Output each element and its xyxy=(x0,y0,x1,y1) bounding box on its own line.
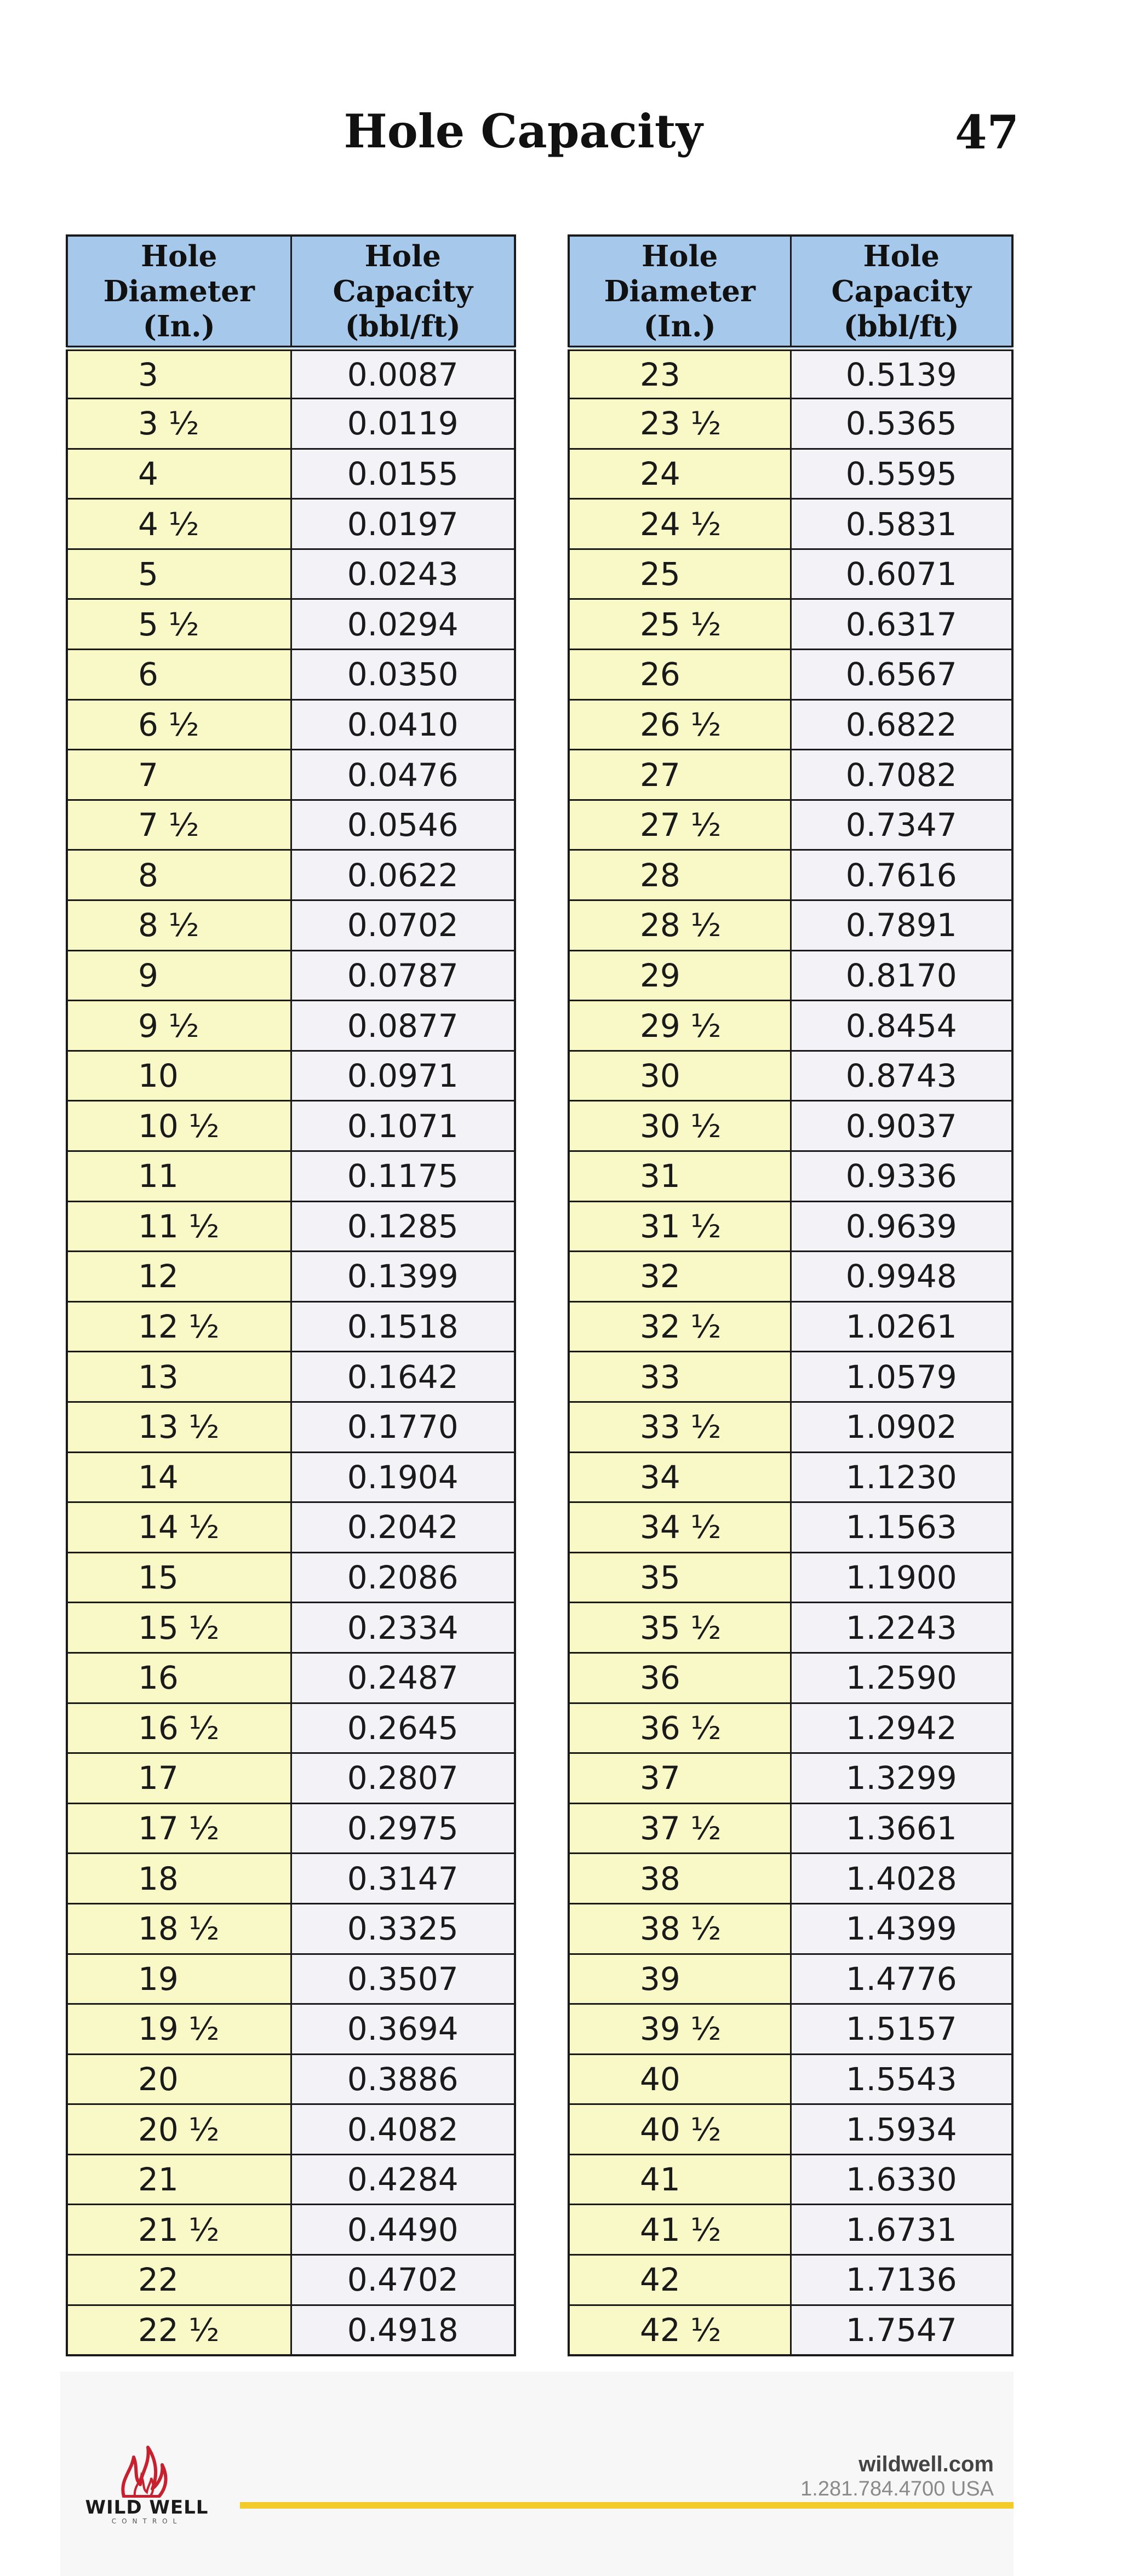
diameter-cell: 41 xyxy=(569,2154,791,2205)
table-row xyxy=(67,1703,515,1753)
logo-subtext: CONTROL xyxy=(111,2517,182,2525)
diameter-cell: 3 xyxy=(67,348,291,399)
table-row xyxy=(569,699,1012,750)
capacity-cell: 0.1518 xyxy=(291,1301,515,1352)
diameter-cell: 30 xyxy=(569,1051,791,1101)
capacity-cell: 1.1900 xyxy=(791,1552,1012,1603)
table-row xyxy=(569,950,1012,1001)
diameter-cell: 24 xyxy=(569,449,791,499)
diameter-cell: 20 ½ xyxy=(67,2104,291,2155)
diameter-cell: 36 xyxy=(569,1653,791,1703)
capacity-cell: 0.1642 xyxy=(291,1352,515,1402)
capacity-cell: 0.1175 xyxy=(291,1151,515,1202)
table-row xyxy=(569,1954,1012,2004)
table-row xyxy=(67,599,515,650)
diameter-cell: 14 ½ xyxy=(67,1502,291,1553)
hole-capacity-table-right xyxy=(568,234,1014,2356)
diameter-cell: 40 xyxy=(569,2054,791,2104)
capacity-cell: 1.2243 xyxy=(791,1603,1012,1653)
capacity-cell: 1.7136 xyxy=(791,2255,1012,2305)
table-row xyxy=(67,750,515,800)
capacity-cell: 0.9336 xyxy=(791,1151,1012,1202)
capacity-cell: 0.3694 xyxy=(291,2004,515,2055)
capacity-cell: 1.1563 xyxy=(791,1502,1012,1553)
footer-website: wildwell.com xyxy=(858,2452,994,2476)
diameter-cell: 16 xyxy=(67,1653,291,1703)
table-row xyxy=(67,2205,515,2255)
table-row xyxy=(569,2305,1012,2355)
diameter-cell: 25 ½ xyxy=(569,599,791,650)
capacity-cell: 0.9639 xyxy=(791,1201,1012,1252)
diameter-cell: 7 ½ xyxy=(67,800,291,850)
diameter-cell: 9 xyxy=(67,950,291,1001)
diameter-cell: 28 ½ xyxy=(569,900,791,951)
table-row xyxy=(569,1502,1012,1553)
capacity-cell: 0.1071 xyxy=(291,1101,515,1151)
capacity-cell: 0.8454 xyxy=(791,1001,1012,1051)
diameter-cell: 18 xyxy=(67,1854,291,1904)
capacity-cell: 0.7082 xyxy=(791,750,1012,800)
table-row xyxy=(569,800,1012,850)
diameter-cell: 30 ½ xyxy=(569,1101,791,1151)
diameter-cell: 35 xyxy=(569,1552,791,1603)
diameter-cell: 18 ½ xyxy=(67,1903,291,1954)
capacity-cell: 1.6330 xyxy=(791,2154,1012,2205)
table-row xyxy=(67,1201,515,1252)
table-row xyxy=(67,348,515,399)
capacity-cell: 1.5543 xyxy=(791,2054,1012,2104)
column-header-diameter: Hole Diameter (In.) xyxy=(569,236,791,348)
diameter-cell: 40 ½ xyxy=(569,2104,791,2155)
diameter-cell: 27 ½ xyxy=(569,800,791,850)
table-row xyxy=(67,1854,515,1904)
diameter-cell: 6 ½ xyxy=(67,699,291,750)
table-row xyxy=(569,1352,1012,1402)
capacity-cell: 0.0476 xyxy=(291,750,515,800)
diameter-cell: 39 xyxy=(569,1954,791,2004)
diameter-cell: 13 xyxy=(67,1352,291,1402)
table-row xyxy=(569,2154,1012,2205)
capacity-cell: 0.0410 xyxy=(291,699,515,750)
diameter-cell: 19 xyxy=(67,1954,291,2004)
table-row xyxy=(67,1903,515,1954)
capacity-cell: 0.7616 xyxy=(791,850,1012,900)
table-row xyxy=(67,1603,515,1653)
table-row xyxy=(569,1552,1012,1603)
table-row xyxy=(67,1803,515,1854)
capacity-cell: 0.2042 xyxy=(291,1502,515,1553)
diameter-cell: 28 xyxy=(569,850,791,900)
capacity-cell: 0.1285 xyxy=(291,1201,515,1252)
capacity-cell: 0.9948 xyxy=(791,1252,1012,1302)
capacity-cell: 0.3147 xyxy=(291,1854,515,1904)
capacity-cell: 0.7347 xyxy=(791,800,1012,850)
table-header-row xyxy=(569,236,1012,348)
capacity-cell: 0.3886 xyxy=(291,2054,515,2104)
capacity-cell: 0.0243 xyxy=(291,549,515,599)
diameter-cell: 23 xyxy=(569,348,791,399)
capacity-cell: 0.0702 xyxy=(291,900,515,951)
capacity-cell: 0.4702 xyxy=(291,2255,515,2305)
capacity-cell: 1.3661 xyxy=(791,1803,1012,1854)
capacity-cell: 0.4284 xyxy=(291,2154,515,2205)
diameter-cell: 26 xyxy=(569,650,791,700)
column-header-diameter: Hole Diameter (In.) xyxy=(67,236,291,348)
table-row xyxy=(67,2004,515,2055)
capacity-cell: 0.0119 xyxy=(291,399,515,449)
diameter-cell: 24 ½ xyxy=(569,499,791,549)
table-row xyxy=(67,449,515,499)
table-row xyxy=(67,1001,515,1051)
capacity-cell: 0.0197 xyxy=(291,499,515,549)
table-row xyxy=(67,1151,515,1202)
diameter-cell: 35 ½ xyxy=(569,1603,791,1653)
capacity-cell: 0.1904 xyxy=(291,1452,515,1502)
capacity-cell: 1.1230 xyxy=(791,1452,1012,1502)
capacity-cell: 0.2975 xyxy=(291,1803,515,1854)
capacity-cell: 0.0294 xyxy=(291,599,515,650)
diameter-cell: 10 xyxy=(67,1051,291,1101)
capacity-cell: 0.2645 xyxy=(291,1703,515,1753)
table-row xyxy=(569,499,1012,549)
capacity-cell: 0.2807 xyxy=(291,1753,515,1804)
capacity-cell: 1.4776 xyxy=(791,1954,1012,2004)
diameter-cell: 13 ½ xyxy=(67,1402,291,1452)
table-row xyxy=(569,1653,1012,1703)
capacity-cell: 0.1770 xyxy=(291,1402,515,1452)
capacity-cell: 1.0261 xyxy=(791,1301,1012,1352)
table-row xyxy=(569,399,1012,449)
capacity-cell: 0.7891 xyxy=(791,900,1012,951)
capacity-cell: 0.2334 xyxy=(291,1603,515,1653)
table-row xyxy=(569,1001,1012,1051)
table-row xyxy=(569,1854,1012,1904)
capacity-cell: 0.0546 xyxy=(291,800,515,850)
diameter-cell: 33 xyxy=(569,1352,791,1402)
table-row xyxy=(569,2255,1012,2305)
table-row xyxy=(569,900,1012,951)
capacity-cell: 1.7547 xyxy=(791,2305,1012,2355)
table-row xyxy=(569,1703,1012,1753)
diameter-cell: 34 ½ xyxy=(569,1502,791,1553)
footer-accent-line xyxy=(240,2502,1014,2509)
table-row xyxy=(67,1051,515,1101)
table-row xyxy=(67,549,515,599)
diameter-cell: 21 xyxy=(67,2154,291,2205)
table-row xyxy=(569,449,1012,499)
capacity-cell: 0.0971 xyxy=(291,1051,515,1101)
table-row xyxy=(569,2054,1012,2104)
diameter-cell: 32 ½ xyxy=(569,1301,791,1352)
column-header-capacity: Hole Capacity (bbl/ft) xyxy=(291,236,515,348)
diameter-cell: 36 ½ xyxy=(569,1703,791,1753)
diameter-cell: 34 xyxy=(569,1452,791,1502)
diameter-cell: 39 ½ xyxy=(569,2004,791,2055)
capacity-cell: 0.6567 xyxy=(791,650,1012,700)
capacity-cell: 0.8170 xyxy=(791,950,1012,1001)
diameter-cell: 6 xyxy=(67,650,291,700)
table-row xyxy=(67,1352,515,1402)
diameter-cell: 29 ½ xyxy=(569,1001,791,1051)
diameter-cell: 9 ½ xyxy=(67,1001,291,1051)
diameter-cell: 14 xyxy=(67,1452,291,1502)
capacity-cell: 0.4918 xyxy=(291,2305,515,2355)
diameter-cell: 38 ½ xyxy=(569,1903,791,1954)
page-number: 47 xyxy=(955,105,1019,159)
table-row xyxy=(67,399,515,449)
capacity-cell: 1.3299 xyxy=(791,1753,1012,1804)
diameter-cell: 15 ½ xyxy=(67,1603,291,1653)
capacity-cell: 0.0155 xyxy=(291,449,515,499)
table-row xyxy=(569,1402,1012,1452)
diameter-cell: 41 ½ xyxy=(569,2205,791,2255)
capacity-cell: 0.3507 xyxy=(291,1954,515,2004)
table-row xyxy=(67,2104,515,2155)
capacity-cell: 1.6731 xyxy=(791,2205,1012,2255)
capacity-cell: 0.4082 xyxy=(291,2104,515,2155)
capacity-cell: 0.0622 xyxy=(291,850,515,900)
diameter-cell: 32 xyxy=(569,1252,791,1302)
table-row xyxy=(67,1402,515,1452)
table-row xyxy=(569,1101,1012,1151)
capacity-cell: 0.6071 xyxy=(791,549,1012,599)
capacity-cell: 1.0902 xyxy=(791,1402,1012,1452)
table-row xyxy=(569,650,1012,700)
diameter-cell: 8 ½ xyxy=(67,900,291,951)
diameter-cell: 42 ½ xyxy=(569,2305,791,2355)
capacity-cell: 0.6822 xyxy=(791,699,1012,750)
diameter-cell: 17 ½ xyxy=(67,1803,291,1854)
table-row xyxy=(67,1452,515,1502)
diameter-cell: 19 ½ xyxy=(67,2004,291,2055)
hole-capacity-table-left xyxy=(66,234,516,2356)
table-row xyxy=(569,599,1012,650)
diameter-cell: 23 ½ xyxy=(569,399,791,449)
diameter-cell: 27 xyxy=(569,750,791,800)
capacity-cell: 0.0350 xyxy=(291,650,515,700)
table-row xyxy=(67,2255,515,2305)
capacity-cell: 0.5831 xyxy=(791,499,1012,549)
capacity-cell: 0.5595 xyxy=(791,449,1012,499)
table-header-row xyxy=(67,236,515,348)
table-row xyxy=(569,1753,1012,1804)
diameter-cell: 20 xyxy=(67,2054,291,2104)
diameter-cell: 3 ½ xyxy=(67,399,291,449)
capacity-cell: 1.5934 xyxy=(791,2104,1012,2155)
diameter-cell: 33 ½ xyxy=(569,1402,791,1452)
diameter-cell: 25 xyxy=(569,549,791,599)
capacity-cell: 0.0877 xyxy=(291,1001,515,1051)
column-header-capacity: Hole Capacity (bbl/ft) xyxy=(791,236,1012,348)
table-row xyxy=(569,1603,1012,1653)
table-row xyxy=(67,2305,515,2355)
table-body-left xyxy=(67,348,515,2355)
table-row xyxy=(569,1151,1012,1202)
table-row xyxy=(569,1252,1012,1302)
capacity-cell: 0.2086 xyxy=(291,1552,515,1603)
table-row xyxy=(67,1252,515,1302)
diameter-cell: 37 ½ xyxy=(569,1803,791,1854)
capacity-cell: 0.6317 xyxy=(791,599,1012,650)
diameter-cell: 38 xyxy=(569,1854,791,1904)
table-row xyxy=(67,800,515,850)
diameter-cell: 5 xyxy=(67,549,291,599)
table-row xyxy=(569,2205,1012,2255)
capacity-cell: 0.5139 xyxy=(791,348,1012,399)
table-row xyxy=(569,549,1012,599)
diameter-cell: 37 xyxy=(569,1753,791,1804)
table-row xyxy=(67,950,515,1001)
capacity-cell: 0.0087 xyxy=(291,348,515,399)
table-row xyxy=(569,2004,1012,2055)
capacity-cell: 1.4399 xyxy=(791,1903,1012,1954)
capacity-cell: 1.2942 xyxy=(791,1703,1012,1753)
diameter-cell: 5 ½ xyxy=(67,599,291,650)
capacity-cell: 0.8743 xyxy=(791,1051,1012,1101)
table-row xyxy=(569,1452,1012,1502)
table-row xyxy=(569,1201,1012,1252)
table-row xyxy=(569,2104,1012,2155)
table-row xyxy=(67,1101,515,1151)
diameter-cell: 4 xyxy=(67,449,291,499)
capacity-cell: 1.5157 xyxy=(791,2004,1012,2055)
logo-wordmark: WILD WELL xyxy=(85,2497,209,2518)
table-row xyxy=(67,900,515,951)
wild-well-logo xyxy=(81,2432,213,2525)
table-row xyxy=(569,850,1012,900)
capacity-cell: 1.2590 xyxy=(791,1653,1012,1703)
table-row xyxy=(67,1301,515,1352)
capacity-cell: 0.3325 xyxy=(291,1903,515,1954)
capacity-cell: 0.2487 xyxy=(291,1653,515,1703)
table-row xyxy=(67,2154,515,2205)
table-row xyxy=(569,1903,1012,1954)
page-title: Hole Capacity xyxy=(344,104,703,158)
table-row xyxy=(67,1954,515,2004)
diameter-cell: 29 xyxy=(569,950,791,1001)
capacity-cell: 0.1399 xyxy=(291,1252,515,1302)
table-row xyxy=(569,348,1012,399)
diameter-cell: 4 ½ xyxy=(67,499,291,549)
table-row xyxy=(67,1502,515,1553)
capacity-cell: 1.4028 xyxy=(791,1854,1012,1904)
table-row xyxy=(67,650,515,700)
diameter-cell: 31 ½ xyxy=(569,1201,791,1252)
diameter-cell: 8 xyxy=(67,850,291,900)
diameter-cell: 21 ½ xyxy=(67,2205,291,2255)
capacity-cell: 1.0579 xyxy=(791,1352,1012,1402)
diameter-cell: 31 xyxy=(569,1151,791,1202)
diameter-cell: 42 xyxy=(569,2255,791,2305)
table-row xyxy=(67,1753,515,1804)
flame-logo-icon xyxy=(81,2432,213,2498)
table-row xyxy=(569,1803,1012,1854)
diameter-cell: 10 ½ xyxy=(67,1101,291,1151)
diameter-cell: 16 ½ xyxy=(67,1703,291,1753)
diameter-cell: 12 xyxy=(67,1252,291,1302)
diameter-cell: 12 ½ xyxy=(67,1301,291,1352)
diameter-cell: 11 xyxy=(67,1151,291,1202)
diameter-cell: 7 xyxy=(67,750,291,800)
table-row xyxy=(569,750,1012,800)
table-row xyxy=(67,2054,515,2104)
capacity-cell: 0.9037 xyxy=(791,1101,1012,1151)
capacity-cell: 0.0787 xyxy=(291,950,515,1001)
capacity-cell: 0.4490 xyxy=(291,2205,515,2255)
table-row xyxy=(67,1552,515,1603)
diameter-cell: 22 ½ xyxy=(67,2305,291,2355)
diameter-cell: 15 xyxy=(67,1552,291,1603)
table-body-right xyxy=(569,348,1012,2355)
table-row xyxy=(67,499,515,549)
diameter-cell: 11 ½ xyxy=(67,1201,291,1252)
table-row xyxy=(569,1051,1012,1101)
capacity-cell: 0.5365 xyxy=(791,399,1012,449)
table-row xyxy=(569,1301,1012,1352)
diameter-cell: 26 ½ xyxy=(569,699,791,750)
diameter-cell: 22 xyxy=(67,2255,291,2305)
footer-phone: 1.281.784.4700 USA xyxy=(800,2477,994,2500)
table-row xyxy=(67,699,515,750)
table-row xyxy=(67,1653,515,1703)
table-row xyxy=(67,850,515,900)
diameter-cell: 17 xyxy=(67,1753,291,1804)
